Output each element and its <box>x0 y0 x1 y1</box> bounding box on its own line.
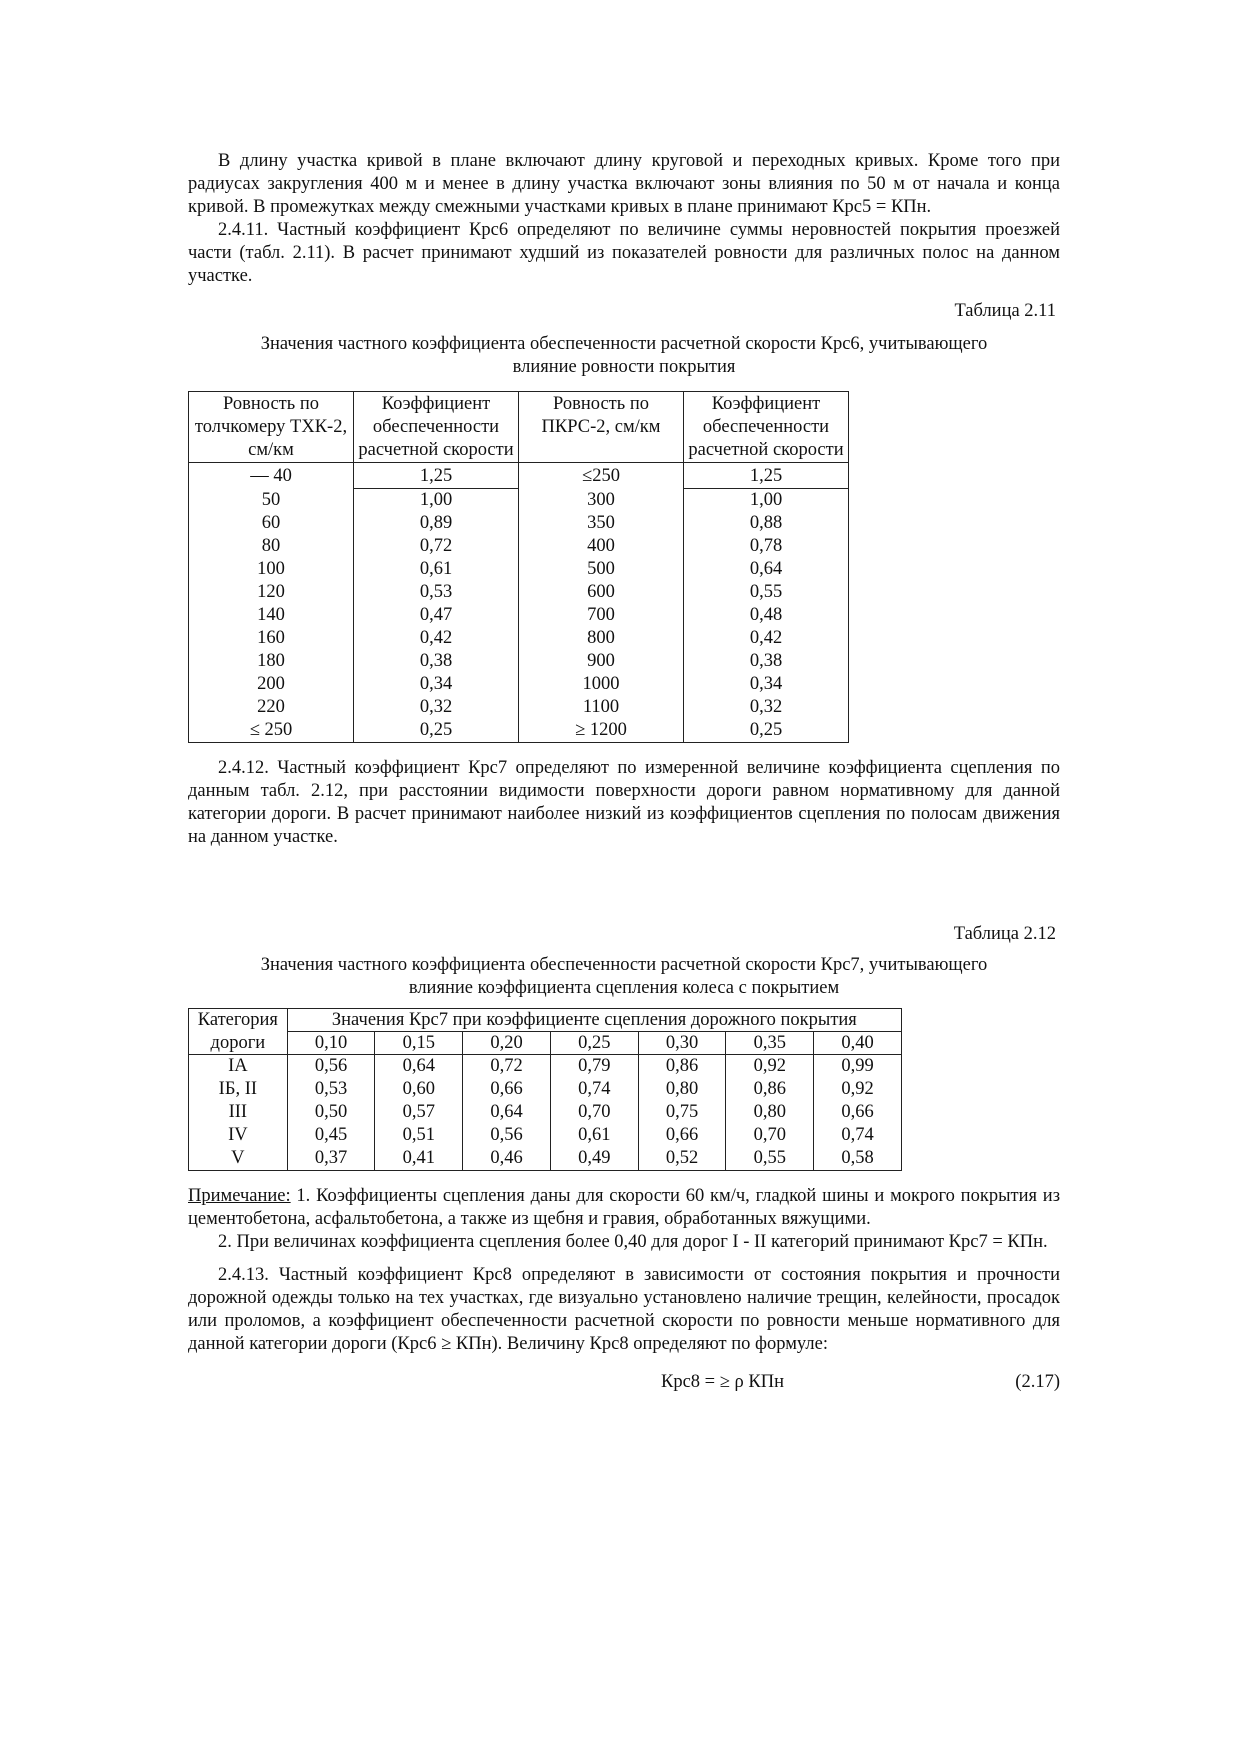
table-row <box>189 1055 902 1079</box>
header-category-road: дороги <box>189 1032 288 1055</box>
table-row <box>189 558 849 581</box>
header-coefficient-value: 0,30 <box>638 1032 726 1055</box>
table-cell: 1,25 <box>684 463 849 489</box>
table-cell: 220 <box>189 696 354 719</box>
table-cell: 1100 <box>519 696 684 719</box>
table-2-12-caption-line1: Значения частного коэффициента обеспеченности расчетной скорости Крс7, учитывающего <box>260 955 988 975</box>
note-label: Примечание: <box>188 1186 291 1206</box>
table-cell: 0,92 <box>814 1078 902 1101</box>
note-1-text: 1. Коэффициенты сцепления даны для скорости 60 км/ч, гладкой шины и мокрого покрытия из цементобетона, асфальтобетона, а также из щебня и гравия, обработанных вяжущими. <box>188 1186 1060 1229</box>
table-cell: 100 <box>189 558 354 581</box>
table-cell: 800 <box>519 627 684 650</box>
table-cell: 0,52 <box>638 1147 726 1171</box>
table-cell: 0,47 <box>354 604 519 627</box>
paragraph-2-4-13: 2.4.13. Частный коэффициент Крс8 определяют в зависимости от состояния покрытия и прочности дорожной одежды только на тех участках, где визуально установлено наличие трещин, келейности, просадок или проломов, а коэффициент обеспеченности расчетной скорости по ровности меньше нормативного для данной категории дороги (Крс6 ≥ КПн). Величину Крс8 определяют по формуле: <box>188 1265 1060 1354</box>
table-cell: 0,56 <box>463 1124 551 1147</box>
table-cell: ≥ 1200 <box>519 719 684 743</box>
table-cell: 200 <box>189 673 354 696</box>
table-cell: 0,48 <box>684 604 849 627</box>
table-cell: 0,50 <box>287 1101 375 1124</box>
table-cell: 0,78 <box>684 535 849 558</box>
table-cell: 500 <box>519 558 684 581</box>
road-category-cell: III <box>189 1101 288 1124</box>
table-cell: 0,66 <box>463 1078 551 1101</box>
table-2-11-caption-line1: Значения частного коэффициента обеспеченности расчетной скорости Крс6, учитывающего <box>260 334 988 354</box>
road-category-cell: IБ, II <box>189 1078 288 1101</box>
formula-row <box>188 1372 1060 1396</box>
table-cell: 0,89 <box>354 512 519 535</box>
header-coefficient: Коэффициент обеспеченности расчетной скорости <box>354 392 519 463</box>
table-cell: 120 <box>189 581 354 604</box>
table-cell: 0,74 <box>814 1124 902 1147</box>
table-cell: — 40 <box>189 463 354 489</box>
table-cell: 160 <box>189 627 354 650</box>
header-coefficient-value: 0,20 <box>463 1032 551 1055</box>
header-coefficient-value: 0,15 <box>375 1032 463 1055</box>
table-cell: 600 <box>519 581 684 604</box>
table-cell: 0,42 <box>684 627 849 650</box>
header-coefficient: Коэффициент обеспеченности расчетной скорости <box>684 392 849 463</box>
table-cell: 0,37 <box>287 1147 375 1171</box>
table-cell: 0,60 <box>375 1078 463 1101</box>
road-category-cell: IА <box>189 1055 288 1079</box>
table-cell: 1000 <box>519 673 684 696</box>
table-cell: 0,61 <box>354 558 519 581</box>
table-cell: 0,41 <box>375 1147 463 1171</box>
header-pkrs2-roughness: Ровность по ПКРС-2, см/км <box>519 392 684 463</box>
table-cell: 0,56 <box>287 1055 375 1079</box>
table-cell: 0,99 <box>814 1055 902 1079</box>
table-header-row <box>189 1009 902 1032</box>
header-values: Значения Крс7 при коэффициенте сцепления дорожного покрытия <box>287 1009 901 1032</box>
table-row <box>189 1078 902 1101</box>
table-header-row <box>189 1032 902 1055</box>
table-cell: 900 <box>519 650 684 673</box>
header-tkh2-roughness: Ровность по толчкомеру ТХК-2, см/км <box>189 392 354 463</box>
table-2-12-label: Таблица 2.12 <box>953 924 1056 944</box>
table-cell: 60 <box>189 512 354 535</box>
formula-number: (2.17) <box>1015 1372 1060 1392</box>
table-cell: 350 <box>519 512 684 535</box>
table-row <box>189 719 849 743</box>
table-cell: 0,64 <box>463 1101 551 1124</box>
table-cell: 0,55 <box>726 1147 814 1171</box>
table-cell: 0,51 <box>375 1124 463 1147</box>
table-cell: 140 <box>189 604 354 627</box>
table-2-12 <box>188 1008 902 1171</box>
table-row <box>189 650 849 673</box>
table-cell: 0,38 <box>684 650 849 673</box>
table-row <box>189 1124 902 1147</box>
table-row <box>189 535 849 558</box>
table-row <box>189 1101 902 1124</box>
table-cell: 0,32 <box>684 696 849 719</box>
table-cell: 0,74 <box>550 1078 638 1101</box>
table-cell: 0,57 <box>375 1101 463 1124</box>
table-cell: 0,88 <box>684 512 849 535</box>
table-cell: 0,58 <box>814 1147 902 1171</box>
table-row <box>189 1147 902 1171</box>
table-cell: 700 <box>519 604 684 627</box>
table-cell: 0,66 <box>638 1124 726 1147</box>
table-cell: 0,70 <box>550 1101 638 1124</box>
document-page <box>188 150 1060 1396</box>
note-2: 2. При величинах коэффициента сцепления более 0,40 для дорог I - II категорий принимают Крс7 = КПн. <box>218 1232 1048 1252</box>
table-cell: 0,72 <box>463 1055 551 1079</box>
paragraph-2-4-12: 2.4.12. Частный коэффициент Крс7 определяют по измеренной величине коэффициента сцепления по данным табл. 2.12, при расстоянии видимости поверхности дороги равном нормативному для данной категории дороги. В расчет принимают наиболее низкий из коэффициентов сцепления по полосам движения на данном участке. <box>188 758 1060 847</box>
table-cell: 50 <box>189 489 354 513</box>
table-cell: 0,64 <box>684 558 849 581</box>
table-cell: 0,80 <box>638 1078 726 1101</box>
table-cell: 0,80 <box>726 1101 814 1124</box>
header-category: Категория <box>189 1009 288 1032</box>
table-cell: 0,61 <box>550 1124 638 1147</box>
road-category-cell: IV <box>189 1124 288 1147</box>
table-2-11 <box>188 391 849 743</box>
table-cell: 0,45 <box>287 1124 375 1147</box>
table-cell: 400 <box>519 535 684 558</box>
table-cell: 0,32 <box>354 696 519 719</box>
table-cell: 0,53 <box>287 1078 375 1101</box>
table-cell: 0,86 <box>638 1055 726 1079</box>
header-coefficient-value: 0,25 <box>550 1032 638 1055</box>
table-cell: 0,53 <box>354 581 519 604</box>
header-coefficient-value: 0,35 <box>726 1032 814 1055</box>
formula: Крс8 = ≥ ρ КПн <box>661 1372 784 1392</box>
table-cell: 0,66 <box>814 1101 902 1124</box>
table-cell: 0,25 <box>354 719 519 743</box>
table-cell: 0,75 <box>638 1101 726 1124</box>
table-cell: 0,92 <box>726 1055 814 1079</box>
table-cell: 0,86 <box>726 1078 814 1101</box>
paragraph-curve-length: В длину участка кривой в плане включают длину круговой и переходных кривых. Кроме того при радиусах закругления 400 м и менее в длину участка включают зоны влияния по 50 м от начала и конца кривой. В промежутках между смежными участками кривых в плане принимают Крс5 = КПн. <box>188 151 1060 217</box>
paragraph-2-4-11: 2.4.11. Частный коэффициент Крс6 определяют по величине суммы неровностей покрытия проезжей части (табл. 2.11). В расчет принимают худший из показателей ровности для различных полос на данном участке. <box>188 220 1060 286</box>
table-cell: 1,00 <box>684 489 849 513</box>
table-cell: 0,49 <box>550 1147 638 1171</box>
table-2-11-caption-line2: влияние ровности покрытия <box>512 357 736 377</box>
table-2-11-label: Таблица 2.11 <box>954 301 1056 321</box>
road-category-cell: V <box>189 1147 288 1171</box>
table-cell: 0,25 <box>684 719 849 743</box>
table-cell: 0,34 <box>354 673 519 696</box>
table-cell: 0,34 <box>684 673 849 696</box>
table-2-12-caption-line2: влияние коэффициента сцепления колеса с покрытием <box>408 978 840 998</box>
table-cell: 0,79 <box>550 1055 638 1079</box>
table-cell: 0,38 <box>354 650 519 673</box>
table-cell: 1,25 <box>354 463 519 489</box>
table-cell: 300 <box>519 489 684 513</box>
table-cell: 0,46 <box>463 1147 551 1171</box>
table-cell: 0,64 <box>375 1055 463 1079</box>
table-row <box>189 512 849 535</box>
table-cell: 180 <box>189 650 354 673</box>
table-cell: 0,72 <box>354 535 519 558</box>
note-1 <box>188 1185 1060 1231</box>
header-coefficient-value: 0,10 <box>287 1032 375 1055</box>
table-header-row <box>189 392 849 463</box>
table-cell: 0,55 <box>684 581 849 604</box>
table-cell: 1,00 <box>354 489 519 513</box>
table-row <box>189 696 849 719</box>
table-cell: 0,70 <box>726 1124 814 1147</box>
table-cell: 0,42 <box>354 627 519 650</box>
table-cell: 80 <box>189 535 354 558</box>
table-cell: ≤250 <box>519 463 684 489</box>
table-cell: ≤ 250 <box>189 719 354 743</box>
header-coefficient-value: 0,40 <box>814 1032 902 1055</box>
table-row <box>189 604 849 627</box>
table-row <box>189 673 849 696</box>
table-row <box>189 581 849 604</box>
table-row <box>189 463 849 489</box>
table-row <box>189 627 849 650</box>
table-row <box>189 489 849 513</box>
